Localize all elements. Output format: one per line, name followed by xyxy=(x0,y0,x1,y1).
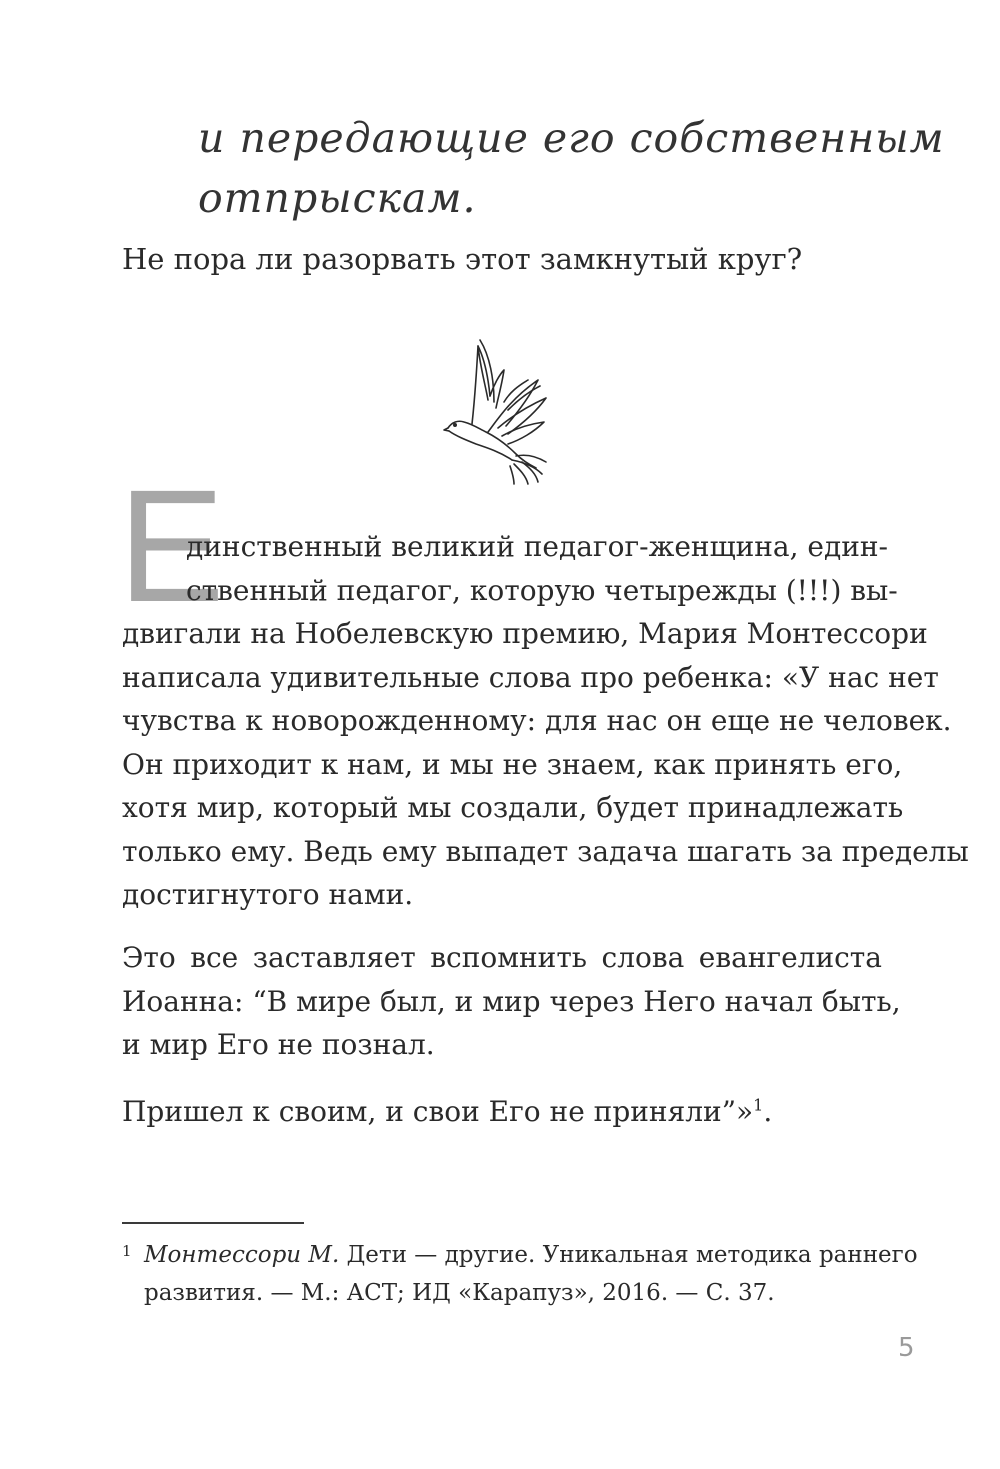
footnote-line-2: развития. — М.: АСТ; ИД «Карапуз», 2016. — С. 37. xyxy=(144,1280,775,1306)
paragraph-line: динственный великий педагог-женщина, един- xyxy=(186,530,889,563)
paragraph-line xyxy=(122,1090,882,1134)
footnote-author: Монтессори М. xyxy=(144,1242,340,1268)
paragraph-line: ственный педагог, которую четырежды (!!!) вы- xyxy=(186,573,898,607)
closing-period: . xyxy=(763,1095,773,1128)
paragraph-line: только ему. Ведь ему выпадет задача шагать за пределы xyxy=(122,834,969,868)
footnote-reference[interactable]: 1 xyxy=(753,1095,764,1115)
page-number: 5 xyxy=(898,1333,915,1363)
paragraph-montessori xyxy=(122,525,969,917)
question-text: Не пора ли разорвать этот замкнутый круг? xyxy=(122,242,803,276)
handwritten-line-1: и передающие его собственным xyxy=(198,114,945,162)
paragraph-line: хотя мир, который мы создали, будет принадлежать xyxy=(122,791,904,824)
paragraph-line: Это все заставляет вспомнить слова евангелиста xyxy=(122,941,882,974)
paragraph-line: Иоанна: “В мире был, и мир через Него начал быть, xyxy=(122,984,901,1018)
drop-cap: Е xyxy=(118,456,225,635)
footnote xyxy=(122,1236,918,1312)
paragraph-line: чувства к новорожденному: для нас он еще не человек. xyxy=(122,704,952,737)
handwritten-quote xyxy=(198,108,945,228)
closing-text: Пришел к своим, и свои Его не приняли”» xyxy=(122,1095,754,1128)
paragraph-line: и мир Его не познал. xyxy=(122,1028,435,1061)
handwritten-line-2: отпрыскам. xyxy=(198,174,477,222)
paragraph-line: Он приходит к нам, и мы не знаем, как принять его, xyxy=(122,747,903,781)
paragraph-closing xyxy=(122,1090,882,1134)
footnote-body xyxy=(144,1236,918,1312)
paragraph-line: написала удивительные слова про ребенка: «У нас нет xyxy=(122,660,939,694)
footnote-title: Дети — другие. Уникальная методика раннего xyxy=(339,1242,918,1268)
footnote-number: 1 xyxy=(122,1242,132,1260)
paragraph-evangelist xyxy=(122,936,901,1067)
footnote-line-1 xyxy=(144,1236,918,1274)
dove-icon xyxy=(442,336,552,486)
paragraph-line: достигнутого нами. xyxy=(122,878,414,911)
paragraph-line: двигали на Нобелевскую премию, Мария Монтессори xyxy=(122,617,928,650)
footnote-divider xyxy=(122,1222,304,1224)
